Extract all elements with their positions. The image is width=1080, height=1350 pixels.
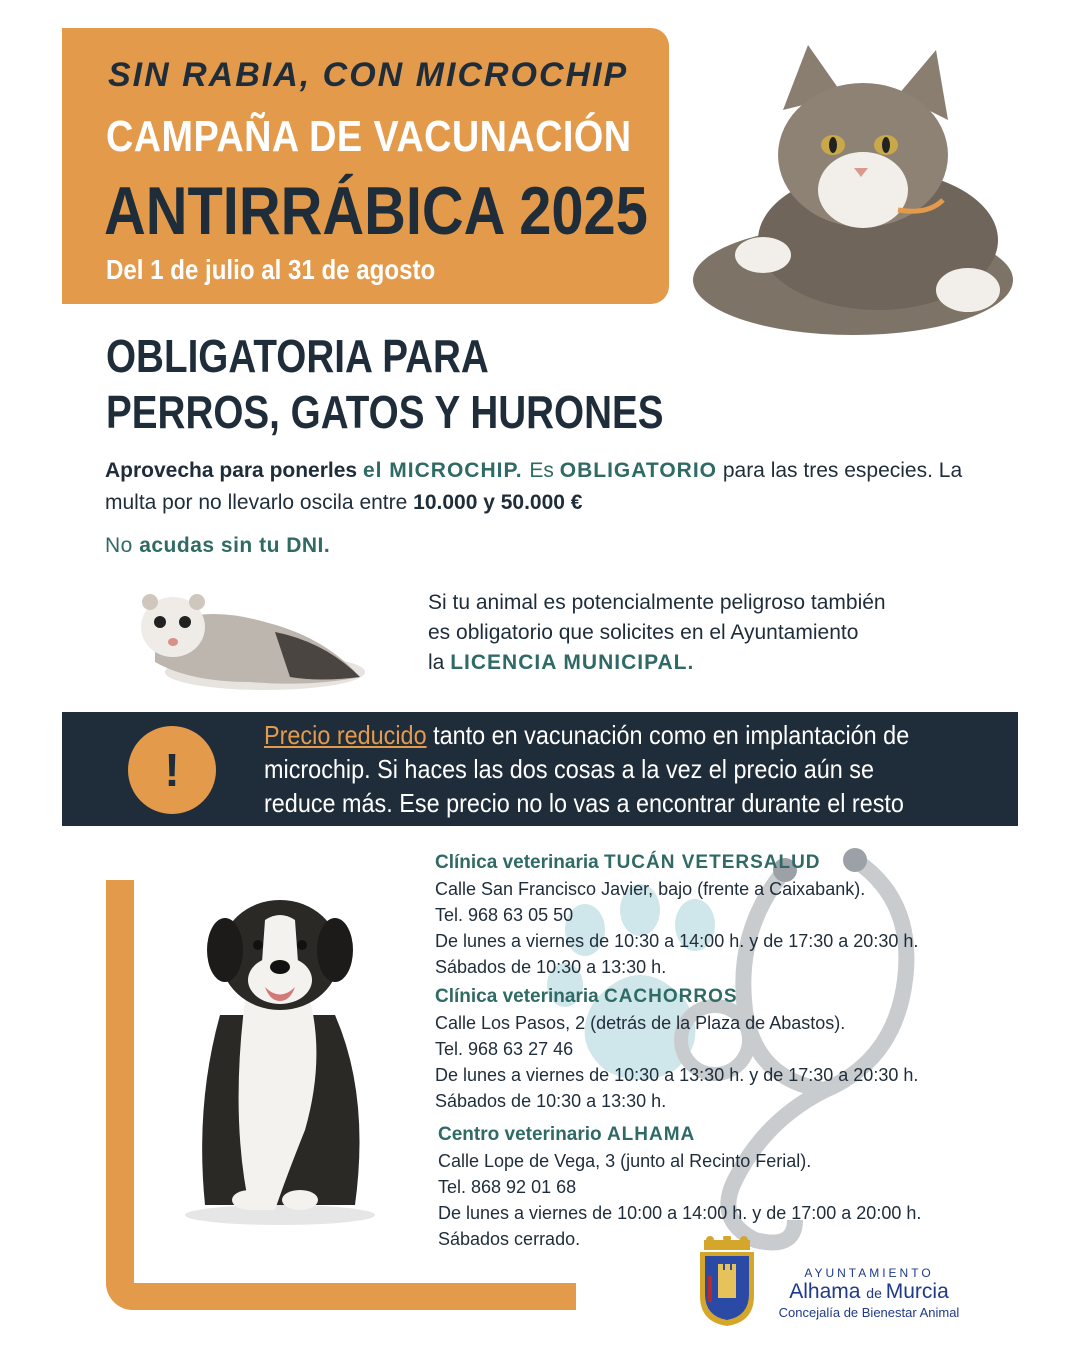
town-hall-logo-text [764, 1266, 974, 1320]
dni-reminder [105, 534, 330, 558]
microchip-paragraph [105, 455, 985, 519]
price-description: tanto en vacunación como en implantación de microchip. Si haces las dos cosas a la vez el precio aún se reduce más. Ese precio no lo vas a encontrar durante el resto del año. [264, 720, 910, 852]
clinic-prefix: Clínica veterinaria [435, 852, 604, 873]
logo-town-main: Alhama [789, 1280, 867, 1303]
clinic-name: CACHORROS [603, 986, 738, 1007]
orange-frame-left [106, 880, 134, 1310]
mandatory-heading-line1: OBLIGATORIA PARA [106, 330, 489, 382]
clinic-address: Calle Los Pasos, 2 (detrás de la Plaza de Abastos). [435, 1013, 846, 1033]
dangerous-animal-notice [428, 588, 988, 678]
campaign-title-line1: CAMPAÑA DE VACUNACIÓN [106, 112, 632, 161]
clinic-title [438, 1122, 921, 1148]
logo-department: Concejalía de Bienestar Animal [778, 1305, 960, 1320]
clinic-name: ALHAMA [606, 1124, 696, 1145]
clinic-prefix: Centro veterinario [438, 1124, 607, 1145]
mandatory-heading [106, 328, 664, 440]
campaign-tagline: SIN RABIA, CON MICROCHIP [108, 56, 629, 94]
clinic-address: Calle Lope de Vega, 3 (junto al Recinto Ferial). [438, 1151, 812, 1171]
clinic-weekday-hours: De lunes a viernes de 10:30 a 14:00 h. y de 17:30 a 20:30 h. [435, 931, 919, 951]
municipal-license: LICENCIA MUNICIPAL. [450, 651, 695, 674]
logo-org: AYUNTAMIENTO [804, 1266, 934, 1280]
dni-text: acudas sin tu DNI. [139, 534, 331, 557]
clinic-saturday-hours: Sábados cerrado. [438, 1229, 581, 1249]
microchip-fine-text: para las tres especies. La multa por no llevarlo oscila entre [105, 459, 963, 514]
microchip-intro: Aprovecha para ponerles [105, 459, 363, 482]
danger-line1: Si tu animal es potencialmente peligroso también [428, 591, 886, 614]
clinic-weekday-hours: De lunes a viernes de 10:00 a 14:00 h. y de 17:00 a 20:00 h. [438, 1203, 922, 1223]
clinic-saturday-hours: Sábados de 10:30 a 13:30 h. [435, 1091, 667, 1111]
microchip-es: Es [529, 459, 560, 482]
clinic-name: TUCÁN VETERSALUD [603, 852, 821, 873]
microchip-keyword: el MICROCHIP. [362, 459, 530, 482]
clinic-cachorros [435, 984, 918, 1114]
clinic-phone[interactable]: Tel. 868 92 01 68 [438, 1177, 577, 1197]
logo-town [764, 1280, 974, 1305]
clinic-title [435, 984, 918, 1010]
clinic-alhama [438, 1122, 921, 1252]
clinic-weekday-hours: De lunes a viernes de 10:30 a 13:30 h. y de 17:30 a 20:30 h. [435, 1065, 919, 1085]
clinic-phone[interactable]: Tel. 968 63 05 50 [435, 905, 574, 925]
clinic-phone[interactable]: Tel. 968 63 27 46 [435, 1039, 574, 1059]
clinic-title [435, 850, 918, 876]
clinic-tucan [435, 850, 918, 980]
clinic-address: Calle San Francisco Javier, bajo (frente a Caixabank). [435, 879, 866, 899]
mandatory-heading-line2: PERROS, GATOS Y HURONES [106, 386, 664, 438]
logo-town-region: Murcia [885, 1280, 949, 1303]
mandatory-keyword: OBLIGATORIO [559, 459, 717, 482]
clinic-saturday-hours: Sábados de 10:30 a 13:30 h. [435, 957, 667, 977]
campaign-dates: Del 1 de julio al 31 de agosto [106, 254, 436, 285]
danger-prefix: la [428, 651, 451, 674]
ferret-image [125, 572, 370, 697]
price-text [264, 718, 912, 854]
dni-no: No [105, 534, 140, 557]
exclamation-icon: ! [128, 726, 216, 814]
price-highlight: Precio reducido [264, 720, 427, 750]
dog-image [180, 895, 380, 1225]
coat-of-arms-icon [696, 1236, 758, 1328]
danger-line3 [428, 648, 988, 678]
kitten-image [668, 40, 1018, 360]
campaign-title-line2: ANTIRRÁBICA 2025 [104, 173, 648, 249]
fine-amount: 10.000 y 50.000 € [413, 491, 583, 514]
logo-town-de: de [866, 1285, 886, 1301]
danger-line2: es obligatorio que solicites en el Ayuntamiento [428, 621, 859, 644]
orange-frame-bottom [106, 1283, 576, 1310]
clinic-prefix: Clínica veterinaria [435, 986, 604, 1007]
